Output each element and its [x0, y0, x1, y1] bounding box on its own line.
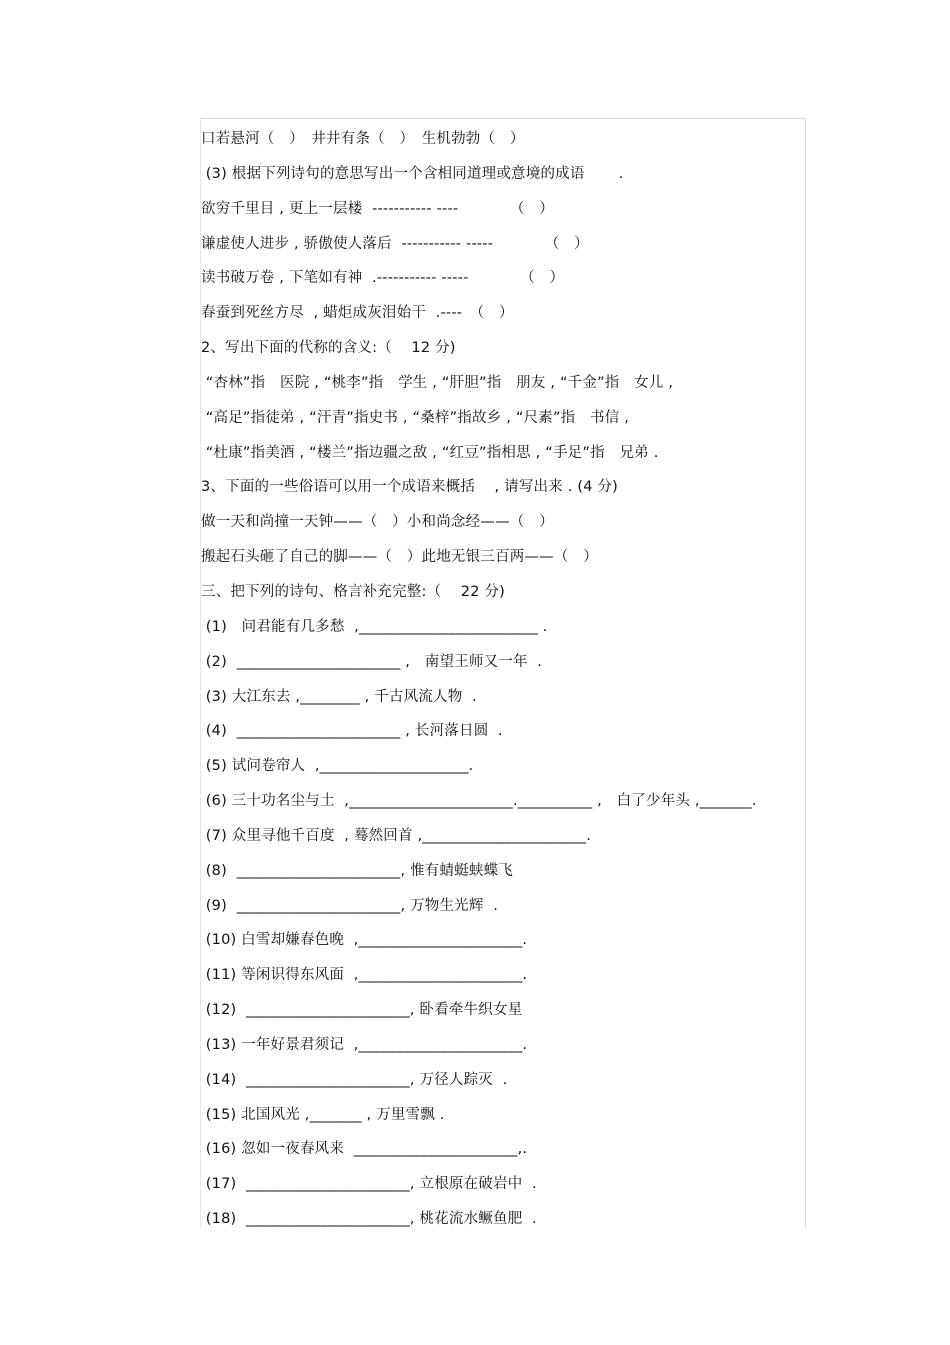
fill-in-item: (5) 试问卷帘人 ,____________________. [201, 758, 474, 775]
fill-in-item: (9) ______________________, 万物生光辉 . [201, 897, 499, 914]
poem-line: 春蚕到死丝方尽 , 蜡炬成灰泪始干 .---- （ ） [201, 305, 514, 322]
fill-in-item: (3) 大江东去 ,________ , 千古风流人物 . [201, 688, 477, 705]
worksheet-text [201, 122, 821, 1237]
fill-in-item: (4) ______________________ , 长河落日圆 . [201, 723, 503, 740]
proverb-line: 做一天和尚撞一天钟——（ ）小和尚念经——（ ） [201, 514, 554, 531]
fill-in-item: (11) 等闲识得东风面 ,______________________. [201, 967, 528, 984]
idiom-blanks-line: 口若悬河（ ） 井井有条（ ） 生机勃勃（ ） [201, 131, 525, 147]
fill-in-item: (12) ______________________, 卧看牵牛织女星 [201, 1002, 523, 1019]
fill-in-item: (6) 三十功名尘与土 ,______________________.__________ , 白了少年头 ,_______. [201, 793, 757, 810]
fill-in-item: (15) 北国风光 ,_______ , 万里雪飘 . [201, 1106, 445, 1123]
fill-in-item: (17) ______________________, 立根原在破岩中 . [201, 1176, 537, 1193]
fill-in-item: (8) ______________________, 惟有蜻蜓蛱蝶飞 [201, 862, 513, 879]
section-2-heading: 2、写出下面的代称的含义:（ 12 分) [201, 340, 456, 357]
fill-in-item: (13) 一年好景君须记 ,______________________. [201, 1036, 528, 1053]
alias-line: “杜康”指美酒 , “楼兰”指边疆之敌 , “红豆”指相思 , “手足”指 兄弟 . [201, 444, 659, 461]
poem-line: 读书破万卷 , 下笔如有神 .----------- ----- （ ） [201, 270, 565, 287]
section-3-heading: 3、下面的一些俗语可以用一个成语来概括 , 请写出来 . (4 分) [201, 479, 619, 496]
fill-in-item: (1) 问君能有几多愁 ,________________________ . [201, 618, 548, 635]
fill-in-item: (18) ______________________, 桃花流水鳜鱼肥 . [201, 1211, 537, 1228]
poem-line: 谦虚使人进步 , 骄傲使人落后 ----------- ----- （ ） [201, 235, 589, 252]
fill-in-item: (7) 众里寻他千百度 , 蓦然回首 ,______________________. [201, 827, 592, 844]
proverb-line: 搬起石头砸了自己的脚——（ ）此地无银三百两——（ ） [201, 549, 598, 566]
fill-in-item: (2) ______________________ , 南望王师又一年 . [201, 653, 543, 670]
poem-line: 欲穷千里目 , 更上一层楼 ----------- ---- （ ） [201, 200, 554, 217]
alias-line: “高足”指徒弟 , “汗青”指史书 , “桑梓”指故乡 , “尺素”指 书信 , [201, 409, 630, 426]
fill-in-item: (10) 白雪却嫌春色晚 ,______________________. [201, 932, 528, 949]
fill-in-item: (14) ______________________, 万径人踪灭 . [201, 1071, 508, 1088]
part-3-heading: 三、把下列的诗句、格言补充完整:（ 22 分) [201, 583, 506, 600]
alias-line: “杏林”指 医院 , “桃李”指 学生 , “肝胆”指 朋友 , “千金”指 女儿 , [201, 374, 674, 391]
fill-in-item: (16) 忽如一夜春风来 ______________________,. [201, 1141, 528, 1158]
question-3-prompt: (3) 根据下列诗句的意思写出一个含相同道理或意境的成语 . [201, 165, 624, 182]
